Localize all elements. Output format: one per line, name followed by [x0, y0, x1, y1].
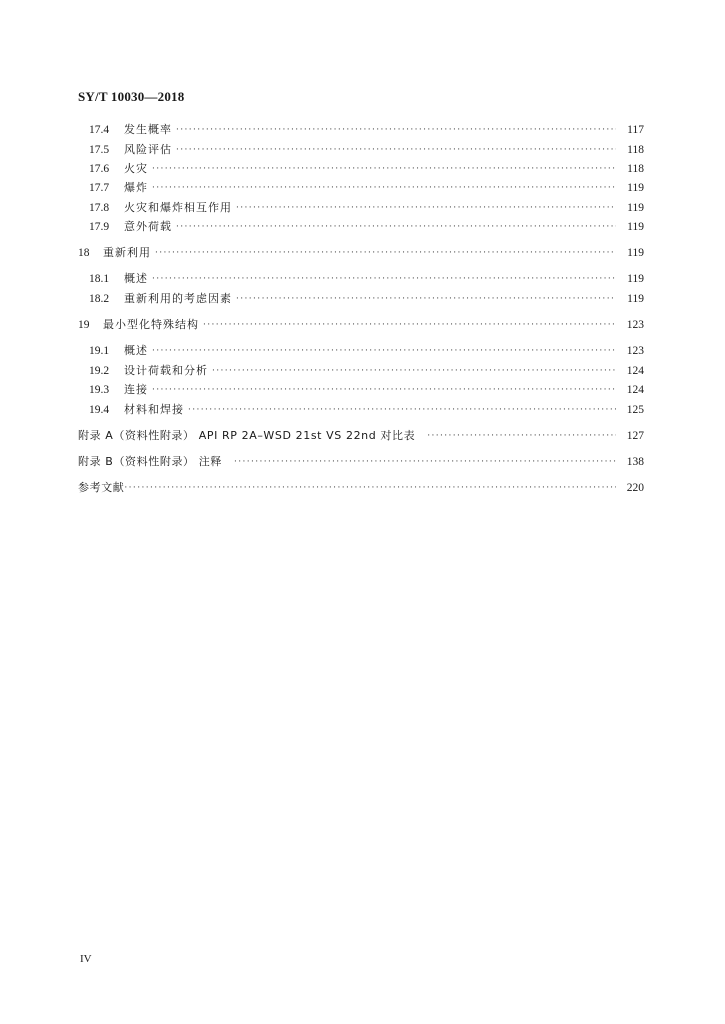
toc-page: 119 — [627, 182, 644, 194]
toc-entry[interactable] — [78, 219, 644, 235]
toc-leader-dots — [188, 402, 616, 418]
toc-title: 火灾和爆炸相互作用 — [124, 201, 232, 214]
toc-page: 119 — [627, 293, 644, 305]
toc-page: 117 — [627, 124, 644, 136]
toc-page: 119 — [627, 247, 644, 259]
toc-number: 19.3 — [89, 384, 110, 396]
toc-page: 119 — [627, 273, 644, 285]
toc-leader-dots — [124, 480, 616, 496]
toc-leader-dots — [176, 142, 616, 158]
toc-title: 材料和焊接 — [124, 403, 184, 416]
toc-page: 124 — [626, 365, 644, 377]
toc-title: 爆炸 — [124, 181, 148, 194]
toc-page: 118 — [627, 163, 644, 175]
toc-entry[interactable] — [78, 142, 644, 158]
toc-title: 意外荷载 — [124, 220, 172, 233]
toc-leader-dots — [176, 122, 616, 138]
toc-title: 发生概率 — [124, 123, 172, 136]
toc-page: 123 — [626, 345, 644, 357]
toc-page: 138 — [626, 456, 644, 468]
toc-leader-dots — [234, 454, 616, 470]
toc-entry[interactable] — [78, 291, 644, 307]
toc-entry[interactable] — [78, 343, 644, 359]
toc-title: 概述 — [124, 344, 148, 357]
toc-title: 最小型化特殊结构 — [103, 318, 199, 331]
toc-entry[interactable] — [78, 363, 644, 379]
toc-title: 参考文献 — [78, 481, 125, 494]
toc-title: 概述 — [124, 272, 148, 285]
toc-page: 127 — [626, 430, 644, 442]
toc-page: 220 — [626, 482, 644, 494]
toc-leader-dots — [155, 245, 616, 261]
toc-title: 重新利用的考虑因素 — [124, 292, 232, 305]
toc-leader-dots — [212, 363, 616, 379]
toc-number: 17.6 — [89, 163, 110, 175]
toc-entry[interactable] — [78, 317, 644, 333]
toc-entry[interactable] — [78, 180, 644, 196]
toc-number: 17.4 — [89, 124, 110, 136]
toc-title: 连接 — [124, 383, 148, 396]
toc-page: 124 — [626, 384, 644, 396]
toc-entry[interactable] — [78, 122, 644, 138]
toc-leader-dots — [203, 317, 616, 333]
toc-number: 19.2 — [89, 365, 110, 377]
toc-entry[interactable] — [78, 245, 644, 261]
toc-number: 18.1 — [89, 273, 110, 285]
toc-number: 19.4 — [89, 404, 110, 416]
toc-number: 18.2 — [89, 293, 110, 305]
toc-title: 附录 A（资料性附录） API RP 2A–WSD 21st VS 22nd 对比表 — [78, 429, 416, 442]
toc-leader-dots — [427, 428, 616, 444]
toc-number: 17.9 — [89, 221, 110, 233]
toc-page: 123 — [626, 319, 644, 331]
toc-entry-references[interactable] — [78, 480, 644, 496]
toc-entry[interactable] — [78, 271, 644, 287]
toc-number: 18 — [78, 247, 90, 259]
toc-number: 19.1 — [89, 345, 110, 357]
toc-entry[interactable] — [78, 200, 644, 216]
toc-leader-dots — [176, 219, 616, 235]
toc-number: 17.8 — [89, 202, 110, 214]
toc-number: 19 — [78, 319, 90, 331]
toc-leader-dots — [152, 161, 616, 177]
toc-title: 风险评估 — [124, 143, 172, 156]
toc-title: 重新利用 — [103, 246, 151, 259]
toc-leader-dots — [152, 343, 616, 359]
toc-page: 118 — [627, 144, 644, 156]
toc-title: 火灾 — [124, 162, 148, 175]
toc-page: 119 — [627, 202, 644, 214]
toc-leader-dots — [236, 200, 616, 216]
toc-entry[interactable] — [78, 402, 644, 418]
toc-leader-dots — [152, 180, 616, 196]
footer-page-number: IV — [80, 953, 92, 965]
toc-page: 125 — [626, 404, 644, 416]
toc-number: 17.5 — [89, 144, 110, 156]
toc-title: 附录 B（资料性附录） 注释 — [78, 455, 222, 468]
toc-leader-dots — [236, 291, 616, 307]
toc-entry-appendix-a[interactable] — [78, 428, 644, 444]
toc-entry[interactable] — [78, 161, 644, 177]
toc-page: 119 — [627, 221, 644, 233]
toc-number: 17.7 — [89, 182, 110, 194]
toc-entry-appendix-b[interactable] — [78, 454, 644, 470]
toc-entry[interactable] — [78, 382, 644, 398]
toc-leader-dots — [152, 271, 616, 287]
toc-leader-dots — [152, 382, 616, 398]
standard-code: SY/T 10030—2018 — [78, 89, 185, 104]
toc-title: 设计荷载和分析 — [124, 364, 208, 377]
